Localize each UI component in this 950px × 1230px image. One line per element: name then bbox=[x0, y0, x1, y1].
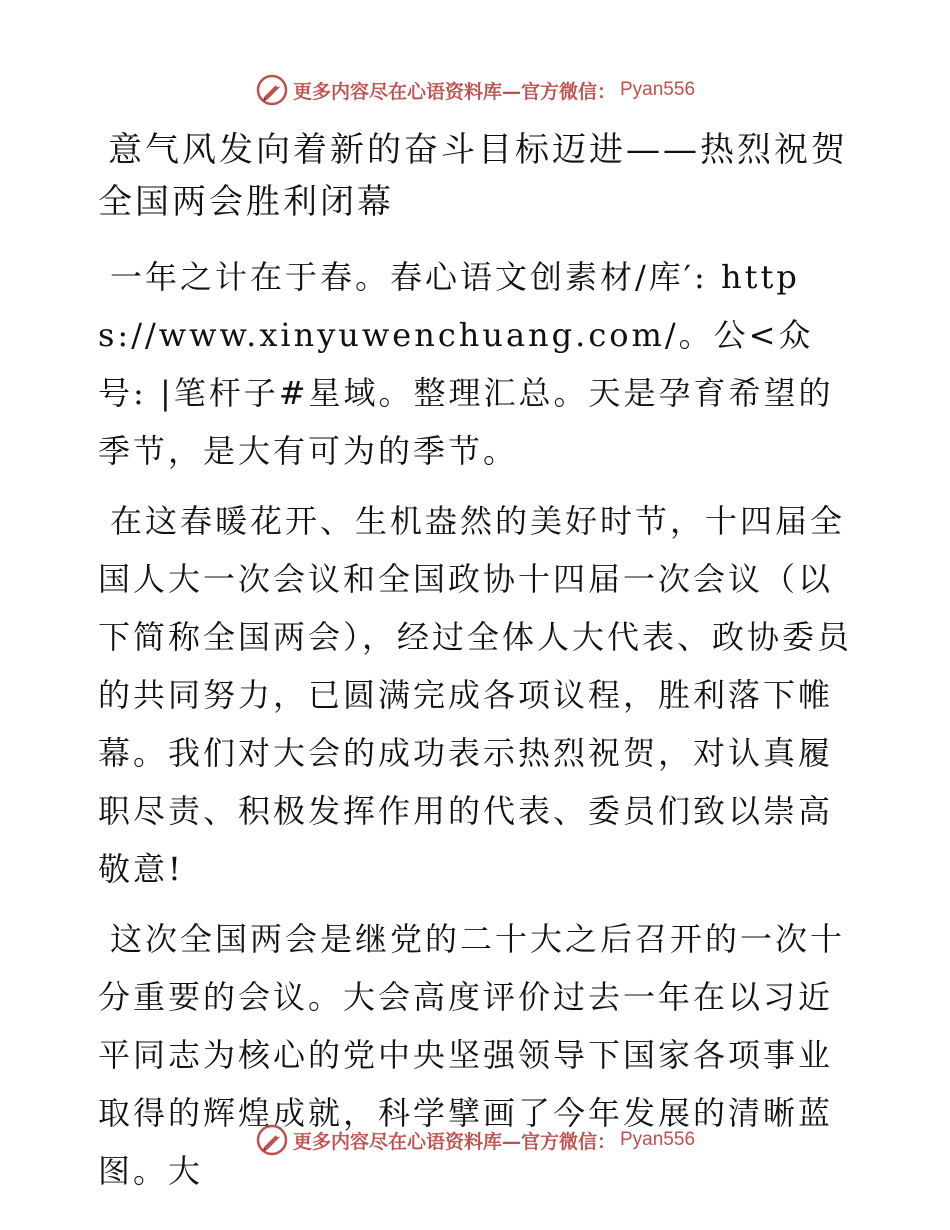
pen-logo-icon bbox=[255, 1123, 289, 1157]
document-title: 意气风发向着新的奋斗目标迈进——热烈祝贺全国两会胜利闭幕 bbox=[98, 130, 848, 222]
pen-logo-icon bbox=[255, 73, 289, 107]
paragraph: 在这春暖花开、生机盎然的美好时节，十四届全国人大一次会议和全国政协十四届一次会议（以下简称全国两会），经过全体人大代表、政协委员的共同努力，已圆满完成各项议程，胜利落下帷幕。我们对大会的成功表示热烈祝贺，对认真履职尽责、积极发挥作用的代表、委员们致以崇高敬意! bbox=[98, 502, 853, 888]
paragraph: 这次全国两会是继党的二十大之后召开的一次十分重要的会议。大会高度评价过去一年在以习近平同志为核心的党中央坚强领导下国家各项事业取得的辉煌成就，科学擘画了今年发展的清晰蓝图。大 bbox=[98, 920, 846, 1190]
paragraph: 一年之计在于春。春心语文创素材/库′: https://www.xinyuwenchuang.com/。公<众号: |笔杆子#星域。整理汇总。天是孕育希望的季节，是大有可为的季节。 bbox=[98, 258, 834, 470]
footer-banner bbox=[0, 1120, 950, 1160]
document-body bbox=[98, 124, 858, 1212]
header-banner-id: Pyan556 bbox=[620, 79, 696, 100]
footer-banner-id: Pyan556 bbox=[620, 1129, 696, 1150]
header-banner bbox=[0, 70, 950, 110]
header-banner-text: 更多内容尽在心语资料库—官方微信： bbox=[292, 80, 616, 103]
footer-banner-text: 更多内容尽在心语资料库—官方微信： bbox=[292, 1130, 616, 1153]
